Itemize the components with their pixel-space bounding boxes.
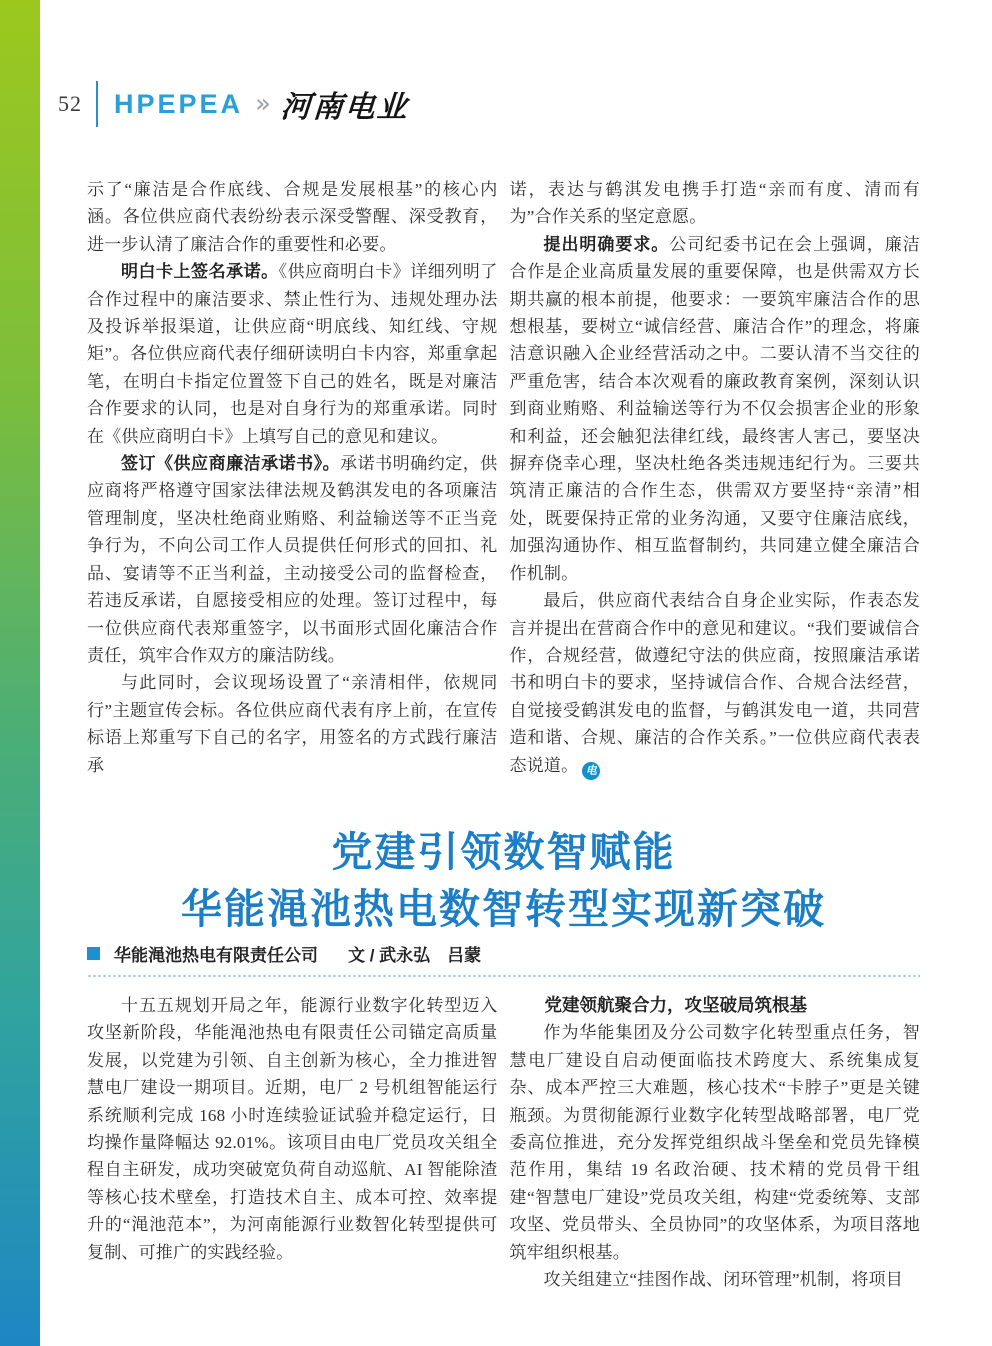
paragraph	[87, 992, 498, 1266]
paragraph	[87, 669, 498, 779]
byline-square-icon	[87, 947, 100, 960]
left-gradient-bar	[0, 0, 40, 1346]
article-bottom	[87, 992, 920, 1293]
article-bottom-left-column	[87, 992, 498, 1293]
article-title-line1: 党建引领数智赋能	[331, 829, 676, 875]
article-top	[87, 176, 920, 780]
byline-dotted-rule	[87, 974, 920, 978]
paragraph	[87, 258, 498, 450]
byline	[87, 941, 920, 966]
paragraph-text: 公司纪委书记在会上强调，廉洁合作是企业高质量发展的重要保障，也是供需双方长期共赢的根本前提，他要求：一要筑牢廉洁合作的思想根基，要树立“诚信经营、廉洁合作”的理念，将廉洁意识融入企业经营活动之中。二要认清不当交往的严重危害，结合本次观看的廉政教育案例，深刻认识到商业贿赂、利益输送等行为不仅会损害企业的形象和利益，还会触犯法律红线，最终害人害己，要坚决摒弃侥幸心理，坚决杜绝各类违规违纪行为。三要共筑清正廉洁的合作生态，供需双方要坚持“亲清”相处，既要保持正常的业务沟通，又要守住廉洁底线，加强沟通协作、相互监督制约，共同建立健全廉洁合作机制。	[509, 234, 920, 583]
paragraph-lead: 签订《供应商廉洁承诺书》。	[121, 454, 341, 474]
paragraph-text: 诺，表达与鹤淇发电携手打造“亲而有度、清而有为”合作关系的坚定意愿。	[509, 180, 920, 227]
article-top-left-column	[87, 176, 498, 780]
byline-company: 华能渑池热电有限责任公司	[114, 946, 318, 965]
article-bottom-right-column	[510, 992, 921, 1293]
publisher-logo: HPEPEA	[114, 88, 244, 119]
paragraph	[510, 176, 921, 231]
header-divider	[96, 81, 98, 127]
paragraph-text: 与此同时，会议现场设置了“亲清相伴，依规同行”主题宣传会标。各位供应商代表有序上前，在宣传标语上郑重写下自己的名字，用签名的方式践行廉洁承	[87, 673, 498, 775]
end-of-article-icon: 电	[582, 762, 600, 780]
paragraph-text: 十五五规划开局之年，能源行业数字化转型迈入攻坚新阶段，华能渑池热电有限责任公司锚定高质量发展，以党建为引领、自主创新为核心，全力推进智慧电厂建设一期项目。近期，电厂 2 号机组智能运行系统顺利完成 168 小时连续验证试验并稳定运行，日均操作量降幅达 92.01%。该项目由电厂党员攻关组全程自主研发，成功突破宽负荷自动巡航、AI 智能除渣等核心技术壁垒，打造技术自主、成本可控、效率提升的“渑池范本”，为河南能源行业数智化转型提供可复制、可推广的实践经验。	[87, 996, 498, 1262]
paragraph	[510, 1266, 921, 1293]
page-number: 52	[58, 91, 82, 116]
paragraph-text: 《供应商明白卡》详细列明了合作过程中的廉洁要求、禁止性行为、违规处理办法及投诉举报渠道，让供应商“明底线、知红线、守规矩”。各位供应商代表仔细研读明白卡内容，郑重拿起笔，在明白卡指定位置签下自己的姓名，既是对廉洁合作要求的认同，也是对自身行为的郑重承诺。同时在《供应商明白卡》上填写自己的意见和建议。	[87, 262, 498, 446]
paragraph	[510, 587, 921, 779]
byline-authors: 文 / 武永弘 吕蒙	[348, 946, 482, 965]
paragraph-text: 最后，供应商代表结合自身企业实际，作表态发言并提出在营商合作中的意见和建议。“我们要诚信合作，合规经营，做遵纪守法的供应商，按照廉洁承诺书和明白卡的要求，坚持诚信合作、合规合法经营，自觉接受鹤淇发电的监督，与鹤淇发电一道，共同营造和谐、合规、廉洁的合作关系。”一位供应商代表表态说道。	[509, 591, 920, 775]
paragraph	[87, 176, 498, 258]
magazine-title: 河南电业	[279, 91, 410, 124]
paragraph-text: 示了“廉洁是合作底线、合规是发展根基”的核心内涵。各位供应商代表纷纷表示深受警醒、深受教育，进一步认清了廉洁合作的重要性和必要。	[87, 180, 498, 254]
article-title	[87, 824, 920, 938]
paragraph-lead: 提出明确要求。	[543, 234, 670, 254]
paragraph-text: 攻关组建立“挂图作战、闭环管理”机制，将项目	[543, 1270, 903, 1290]
chevron-icon: »	[255, 89, 271, 119]
paragraph	[510, 1019, 921, 1266]
article-top-right-column	[510, 176, 921, 780]
paragraph	[87, 450, 498, 669]
section-heading: 党建领航聚合力，攻坚破局筑根基	[544, 995, 807, 1015]
paragraph-lead: 明白卡上签名承诺。	[121, 262, 279, 282]
paragraph	[510, 231, 921, 587]
paragraph-text: 作为华能集团及分公司数字化转型重点任务，智慧电厂建设自启动便面临技术跨度大、系统集成复杂、成本严控三大难题，核心技术“卡脖子”更是关键瓶颈。为贯彻能源行业数字化转型战略部署，电厂党委高位推进，充分发挥党组织战斗堡垒和党员先锋模范作用，集结 19 名政治硬、技术精的党员骨干组建“智慧电厂建设”党员攻关组，构建“党委统筹、支部攻坚、党员带头、全员协同”的攻坚体系，为项目落地筑牢组织根基。	[509, 1023, 920, 1262]
page-header	[58, 78, 409, 130]
paragraph-text: 承诺书明确约定，供应商将严格遵守国家法律法规及鹤淇发电的各项廉洁管理制度，坚决杜绝商业贿赂、利益输送等不正当竞争行为，不向公司工作人员提供任何形式的回扣、礼品、宴请等不正当利益，主动接受公司的监督检查，若违反承诺，自愿接受相应的处理。签订过程中，每一位供应商代表郑重签字，以书面形式固化廉洁合作责任，筑牢合作双方的廉洁防线。	[87, 454, 498, 665]
article-title-line2: 华能渑池热电数智转型实现新突破	[181, 886, 826, 932]
